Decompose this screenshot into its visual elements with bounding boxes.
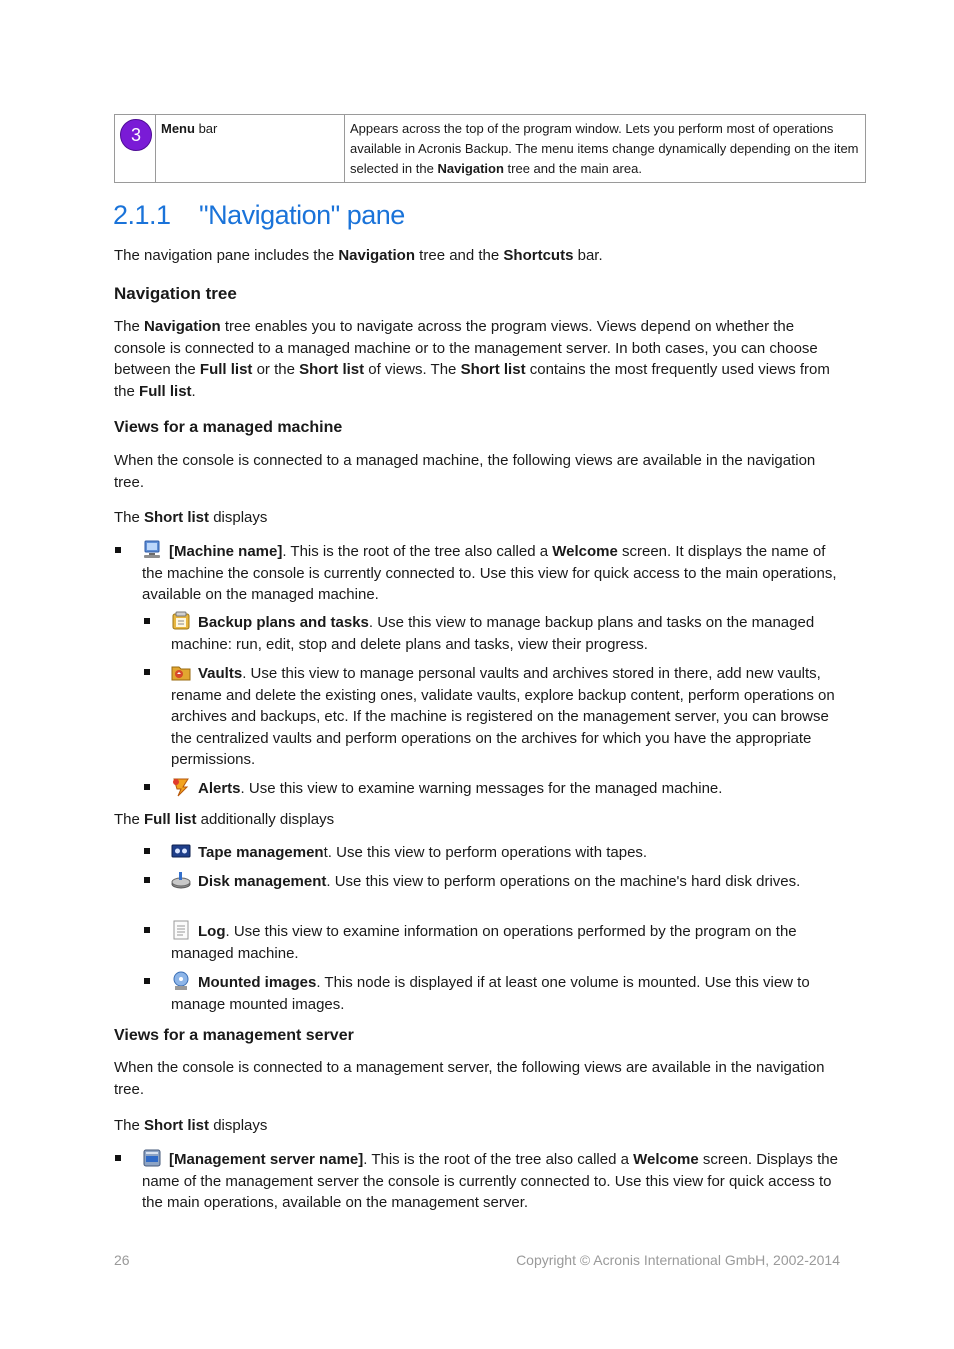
- management-server-icon: [142, 1148, 161, 1167]
- list-item: Tape management. Use this view to perform operations with tapes.: [171, 841, 843, 864]
- list-item: [Machine name]. This is the root of the tree also called a Welcome screen. It displays the name of the machine the console is currently connected to. Use this view for quick access to the main operations, available on the managed machine.: [142, 540, 842, 606]
- mgmt-short-list-line: The Short list displays: [114, 1117, 268, 1134]
- machine-icon: [142, 540, 161, 559]
- bullet-marker: [144, 978, 150, 984]
- list-item: [Management server name]. This is the root of the tree also called a Welcome screen. Displays the name of the management server the console is currently connected to. Use this view for quick access to the main operations, available on the management server.: [142, 1148, 842, 1214]
- alerts-icon: [171, 777, 190, 796]
- mgmt-intro: When the console is connected to a management server, the following views are available in the navigation tree.: [114, 1059, 825, 1098]
- list-item: Vaults. Use this view to manage personal vaults and archives stored in there, add new vaults, rename and delete the existing ones, validate vaults, explore backup content, perform operations on archives and backups, etc. If the machine is registered on the management server, you can browse the centralized vaults and perform operations on the archives for which you have the appropriate permissions.: [171, 662, 843, 771]
- bullet-marker: [144, 877, 150, 883]
- nav-tree-paragraph: The Navigation tree enables you to navigate across the program views. Views depend on whether the console is connected to a managed machine or to the management server. In both cases, you can choose between the Full list or the Short list of views. The Short list contains the most frequently used views from the Full list.: [114, 318, 830, 400]
- managed-full-list-line: The Full list additionally displays: [114, 811, 335, 828]
- managed-heading: Views for a managed machine: [114, 419, 343, 436]
- managed-intro: When the console is connected to a managed machine, the following views are available in the navigation tree.: [114, 452, 816, 491]
- list-item: Alerts. Use this view to examine warning messages for the managed machine.: [171, 777, 843, 800]
- list-item: Mounted images. This node is displayed if at least one volume is mounted. Use this view to manage mounted images.: [171, 971, 843, 1015]
- bullet-marker: [144, 618, 150, 624]
- section-heading: 2.1.1 "Navigation" pane: [113, 200, 405, 230]
- bullet-marker: [115, 1155, 121, 1161]
- legend-row: [115, 115, 866, 183]
- log-icon: [171, 920, 190, 939]
- bullet-marker: [115, 547, 121, 553]
- disk-icon: [171, 870, 190, 889]
- intro-paragraph: The navigation pane includes the Navigation tree and the Shortcuts bar.: [114, 247, 603, 264]
- tape-icon: [171, 841, 190, 860]
- backup-plans-icon: [171, 611, 190, 630]
- list-item: Backup plans and tasks. Use this view to manage backup plans and tasks on the managed machine: run, edit, stop and delete plans and tasks, view their progress.: [171, 611, 843, 655]
- bullet-marker: [144, 784, 150, 790]
- legend-description: Appears across the top of the program window. Lets you perform most of operations available in Acronis Backup. The menu items change dynamically depending on the item selected in the Navigation tree and the main area.: [345, 115, 866, 183]
- bullet-marker: [144, 848, 150, 854]
- bullet-marker: [144, 927, 150, 933]
- list-item: Disk management. Use this view to perform operations on the machine's hard disk drives.: [171, 870, 843, 893]
- nav-tree-heading: Navigation tree: [114, 284, 237, 303]
- copyright: Copyright © Acronis International GmbH, 2002-2014: [516, 1252, 840, 1268]
- mounted-images-icon: [171, 971, 190, 990]
- legend-table: [114, 114, 866, 183]
- managed-short-list-line: The Short list displays: [114, 509, 268, 526]
- bullet-marker: [144, 669, 150, 675]
- vaults-icon: [171, 662, 190, 681]
- page-number: 26: [114, 1252, 130, 1268]
- mgmt-heading: Views for a management server: [114, 1027, 354, 1044]
- list-item: Log. Use this view to examine information on operations performed by the program on the managed machine.: [171, 920, 843, 964]
- number-badge: 3: [120, 119, 152, 151]
- legend-name: Menu bar: [156, 115, 345, 183]
